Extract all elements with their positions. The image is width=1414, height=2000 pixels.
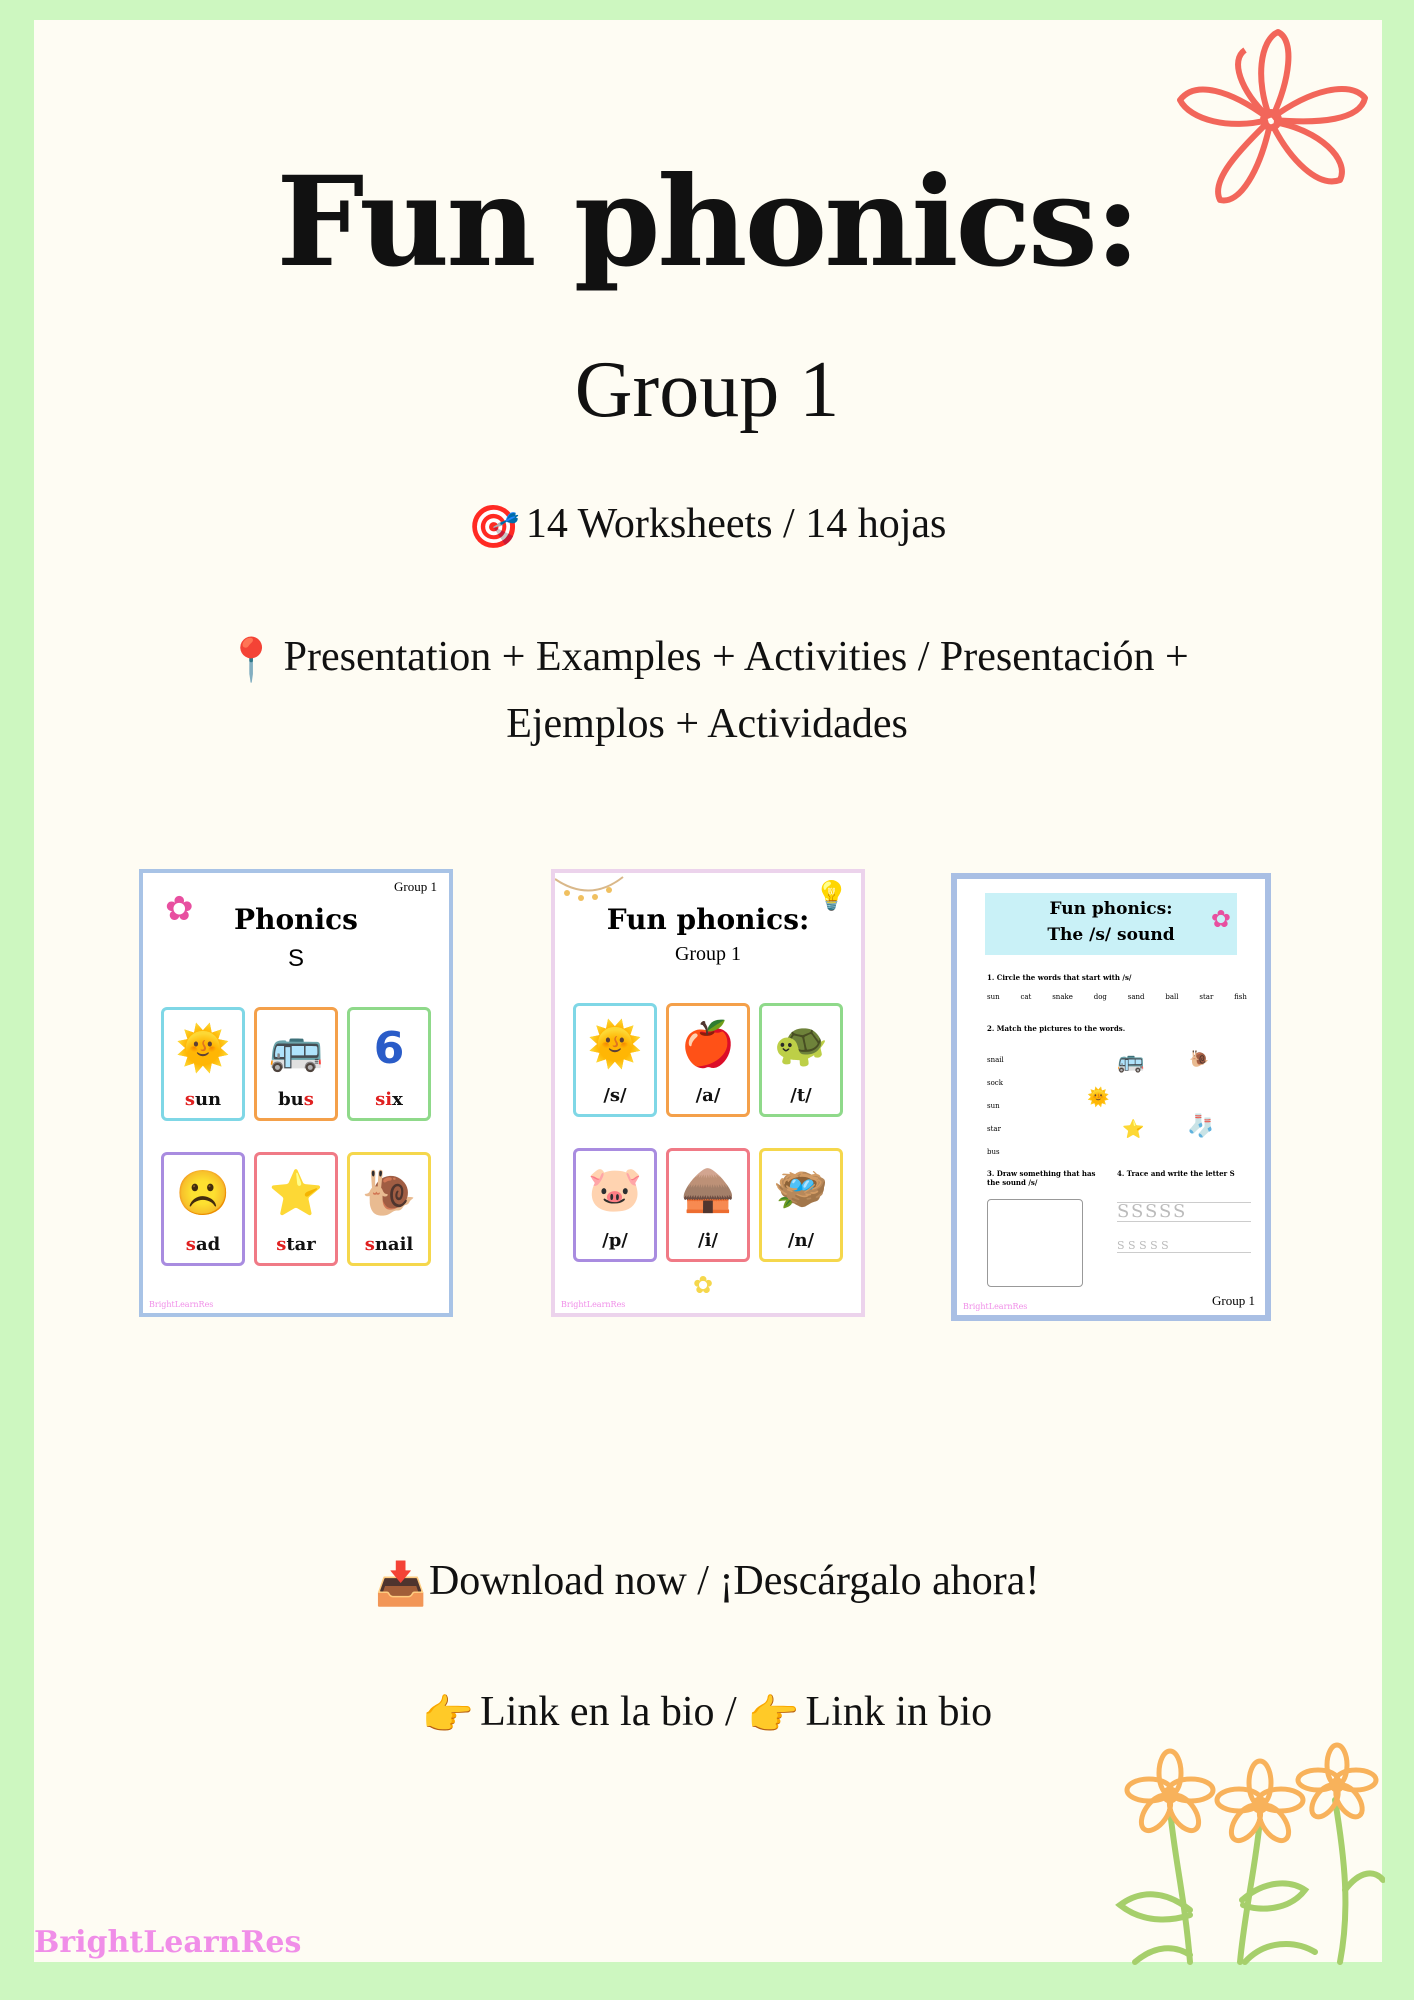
features-line-1 xyxy=(0,633,1414,685)
preview-worksheet-phonics xyxy=(139,869,453,1317)
preview-group-label: Group 1 xyxy=(1212,1293,1255,1308)
card-star xyxy=(254,1152,338,1266)
card-bus xyxy=(254,1007,338,1121)
lightbulb-icon: 💡 xyxy=(814,879,849,912)
sun-icon: 🌞 xyxy=(1087,1087,1110,1108)
sun-icon: 🌞 xyxy=(587,1019,643,1070)
preview-title: Phonics xyxy=(234,903,358,936)
flowers-illustration-icon xyxy=(1095,1740,1385,1965)
card-sound-label: /s/ xyxy=(603,1085,627,1106)
flower-icon: ✿ xyxy=(693,1271,714,1299)
card-sound xyxy=(666,1003,750,1117)
igloo-icon: 🛖 xyxy=(680,1164,736,1215)
preview-footer: BrightLearnRes xyxy=(149,1300,214,1309)
target-icon: 🎯 xyxy=(467,504,520,551)
flower-icon: ✿ xyxy=(165,889,194,929)
question-3: 3. Draw something that has the sound /s/ xyxy=(987,1169,1096,1187)
download-line[interactable] xyxy=(0,1557,1414,1609)
pig-icon: 🐷 xyxy=(587,1164,643,1215)
brand-logo: BrightLearnRes xyxy=(34,1925,302,1960)
pin-icon: 📍 xyxy=(225,637,278,684)
card-sun xyxy=(161,1007,245,1121)
preview-footer: BrightLearnRes xyxy=(963,1302,1028,1311)
preview-worksheet-s-sound xyxy=(951,873,1271,1321)
sun-icon: 🌞 xyxy=(175,1023,231,1074)
card-sound-label: /t/ xyxy=(790,1085,812,1106)
drawing-box[interactable] xyxy=(987,1199,1083,1287)
star-icon: ⭐ xyxy=(1122,1119,1145,1140)
card-sound xyxy=(759,1148,843,1262)
card-word: star xyxy=(276,1234,316,1255)
page-subtitle: Group 1 xyxy=(574,346,840,434)
card-sound xyxy=(759,1003,843,1117)
link-text-en: Link in bio xyxy=(805,1689,993,1735)
card-word: snail xyxy=(364,1234,414,1255)
download-text: Download now / ¡Descárgalo ahora! xyxy=(428,1558,1040,1604)
card-grid xyxy=(161,1007,431,1266)
card-sound xyxy=(666,1148,750,1262)
card-sound xyxy=(573,1003,657,1117)
pointing-hand-icon: 👉 xyxy=(421,1692,475,1739)
features-text-1: Presentation + Examples + Activities / Presentación + xyxy=(283,634,1189,680)
sad-face-icon: ☹️ xyxy=(175,1168,231,1219)
six-icon: 6 xyxy=(373,1023,405,1074)
worksheet-header-title: Fun phonics: xyxy=(1049,899,1173,919)
link-line[interactable] xyxy=(0,1688,1414,1740)
card-sound-label: /p/ xyxy=(602,1230,628,1251)
snail-icon: 🐌 xyxy=(1189,1049,1209,1068)
card-sound-label: /n/ xyxy=(787,1230,815,1251)
card-word: six xyxy=(375,1089,403,1110)
card-snail xyxy=(347,1152,431,1266)
word-list: sun cat snake dog sand ball star fish xyxy=(987,993,1247,1001)
bus-icon: 🚌 xyxy=(268,1023,324,1074)
question-4: 4. Trace and write the letter S xyxy=(1117,1169,1235,1178)
card-sound-label: /a/ xyxy=(695,1085,721,1106)
worksheets-line xyxy=(0,500,1414,552)
pointing-hand-icon: 👉 xyxy=(747,1692,800,1739)
worksheet-header-subtitle: The /s/ sound xyxy=(1047,925,1175,945)
preview-title: Fun phonics: xyxy=(606,903,810,936)
question-2: 2. Match the pictures to the words. xyxy=(987,1024,1126,1033)
preview-worksheet-fun-phonics xyxy=(551,869,865,1317)
trace-line-2: S S S S S xyxy=(1117,1239,1251,1253)
card-word: bus xyxy=(278,1089,314,1110)
match-words: snail sock sun star bus xyxy=(987,1056,1004,1156)
nest-icon: 🪺 xyxy=(773,1164,829,1215)
preview-group: Group 1 xyxy=(674,943,742,965)
features-text-2: Ejemplos + Actividades xyxy=(506,701,908,747)
card-sound-label: /i/ xyxy=(698,1230,718,1251)
preview-footer: BrightLearnRes xyxy=(561,1300,626,1309)
card-grid xyxy=(573,1003,843,1262)
preview-letter: S xyxy=(287,945,304,972)
card-sad xyxy=(161,1152,245,1266)
star-icon: ⭐ xyxy=(268,1168,324,1219)
worksheet-header xyxy=(985,893,1237,955)
card-sound xyxy=(573,1148,657,1262)
link-text-es: Link en la bio / xyxy=(480,1689,737,1735)
download-tray-icon: 📥 xyxy=(374,1561,427,1608)
bus-icon: 🚌 xyxy=(1117,1049,1145,1074)
worksheets-text: 14 Worksheets / 14 hojas xyxy=(525,501,947,547)
page-title: Fun phonics: xyxy=(276,150,1138,295)
apple-icon: 🍎 xyxy=(680,1019,736,1070)
card-word: sun xyxy=(184,1089,222,1110)
flower-icon: ✿ xyxy=(1210,905,1231,933)
trace-line-1: SSSSS xyxy=(1117,1202,1251,1222)
question-1: 1. Circle the words that start with /s/ xyxy=(987,973,1132,982)
card-six xyxy=(347,1007,431,1121)
preview-group-label: Group 1 xyxy=(394,879,437,894)
snail-icon: 🐌 xyxy=(361,1168,417,1219)
sock-icon: 🧦 xyxy=(1187,1114,1215,1139)
card-word: sad xyxy=(185,1234,221,1255)
turtle-icon: 🐢 xyxy=(773,1019,829,1070)
